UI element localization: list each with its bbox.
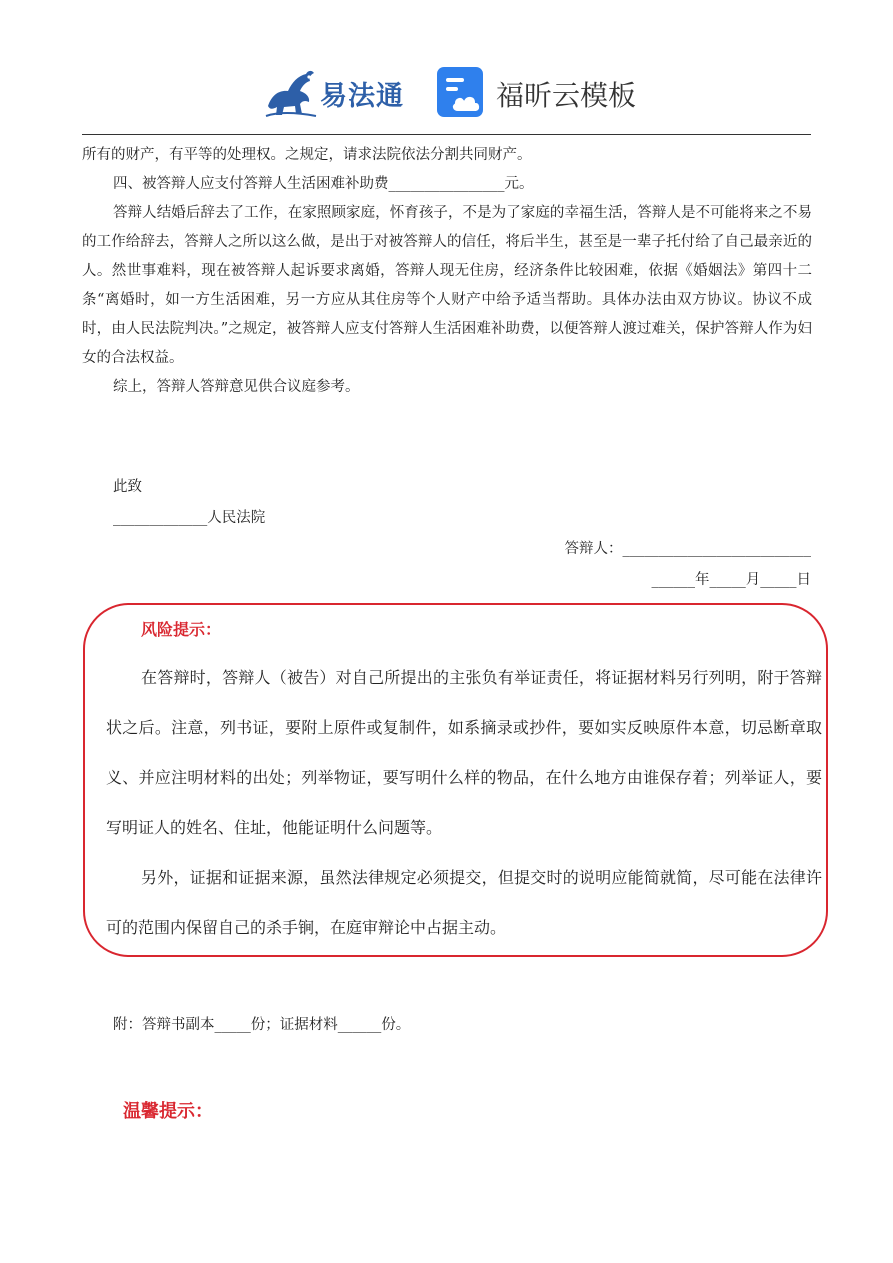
signer-line: 答辩人：__________________________ bbox=[564, 541, 811, 557]
attachment-line: 附：答辩书副本_____份；证据材料______份。 bbox=[113, 1017, 411, 1033]
salutation: 此致 bbox=[113, 479, 142, 495]
risk-notice-body bbox=[106, 653, 822, 953]
risk-paragraph-2: 另外，证据和证据来源，虽然法律规定必须提交，但提交时的说明应能简就简，尽可能在法律许可的范围内保留自己的杀手锏，在庭审辩论中占据主动。 bbox=[106, 868, 822, 937]
paragraph-1: 所有的财产，有平等的处理权。之规定，请求法院依法分割共同财产。 bbox=[82, 147, 532, 163]
qilin-icon bbox=[262, 64, 320, 120]
logo2-text: 福昕云模板 bbox=[496, 79, 637, 112]
risk-notice-title: 风险提示： bbox=[141, 620, 222, 639]
court-line: _____________人民法院 bbox=[113, 510, 266, 526]
page-header bbox=[0, 58, 893, 128]
paragraph-4: 综上，答辩人答辩意见供合议庭参考。 bbox=[113, 379, 360, 395]
warm-notice-title: 温馨提示： bbox=[123, 1101, 213, 1122]
header-divider bbox=[82, 134, 811, 135]
cloud-document-icon bbox=[436, 66, 488, 118]
date-line: ______年_____月_____日 bbox=[651, 572, 811, 588]
document-body bbox=[82, 141, 812, 402]
logo1-text: 易法通 bbox=[320, 81, 404, 112]
fuxin-logo bbox=[436, 66, 646, 118]
yifatong-logo bbox=[262, 64, 412, 120]
risk-paragraph-1: 在答辩时，答辩人（被告）对自己所提出的主张负有举证责任，将证据材料另行列明，附于答辩状之后。注意，列书证，要附上原件或复制件，如系摘录或抄件，要如实反映原件本意，切忌断章取义、并应注明材料的出处；列举物证，要写明什么样的物品，在什么地方由谁保存着；列举证人，要写明证人的姓名、住址，他能证明什么问题等。 bbox=[106, 668, 822, 837]
paragraph-2: 四、被答辩人应支付答辩人生活困难补助费________________元。 bbox=[113, 176, 534, 192]
paragraph-3: 答辩人结婚后辞去了工作，在家照顾家庭，怀育孩子，不是为了家庭的幸福生活，答辩人是不可能将来之不易的工作给辞去，答辩人之所以这么做，是出于对被答辩人的信任，将后半生，甚至是一辈子托付给了自己最亲近的人。然世事难料，现在被答辩人起诉要求离婚，答辩人现无住房，经济条件比较困难，依据《婚姻法》第四十二条“离婚时，如一方生活困难，另一方应从其住房等个人财产中给予适当帮助。具体办法由双方协议。协议不成时，由人民法院判决。”之规定，被答辩人应支付答辩人生活困难补助费，以便答辩人渡过难关，保护答辩人作为妇女的合法权益。 bbox=[82, 205, 812, 366]
